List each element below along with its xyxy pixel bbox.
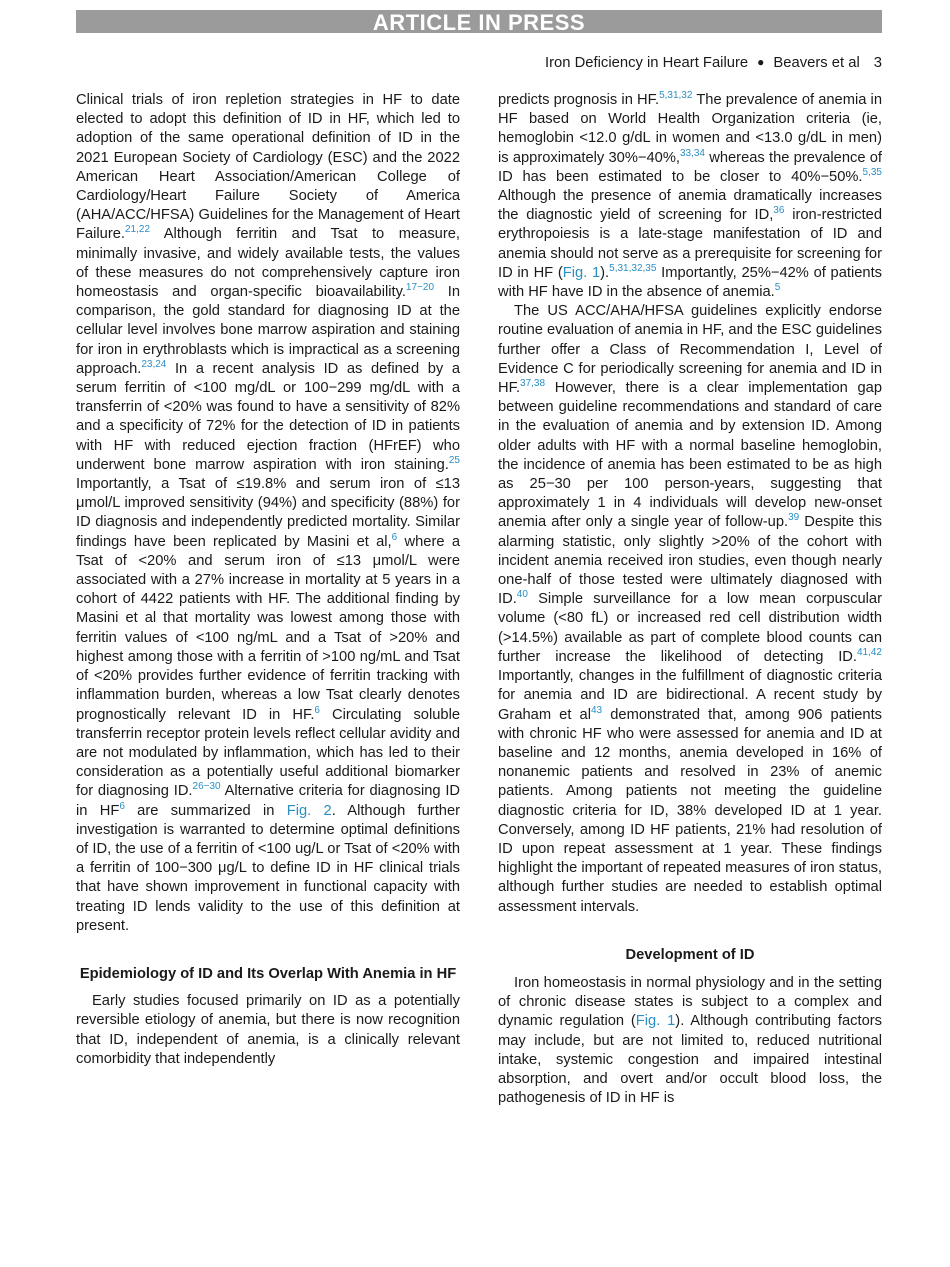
- text-run: Simple surveillance for a low mean corpuscular volume (<80 fL) or increased red cell distribution width (>14.5%) available as part of complete blood counts can further increase the likelihood of detecting ID.: [498, 591, 882, 665]
- running-head: [450, 53, 882, 73]
- text-run: Although ferritin and Tsat to measure, minimally invasive, and widely available tests, the values of these measures do not comprehensively capture iron homeostasis and organ-specific bioavailability.: [76, 226, 460, 301]
- bullet-separator: ●: [757, 55, 765, 69]
- journal-title: Iron Deficiency in Heart Failure: [545, 55, 749, 71]
- citation-link[interactable]: 26−30: [192, 781, 221, 793]
- text-run: Importantly, changes in the fulfillment of diagnostic criteria for anemia and ID are bidirectional. A recent study by Graham et al: [498, 668, 882, 723]
- page-number: 3: [873, 55, 882, 71]
- text-run: Despite this alarming statistic, only slightly >20% of the cohort with incident anemia received iron studies, even though nearly one-half of those tested were ultimately diagnosed with ID.: [498, 514, 882, 608]
- text-run: In comparison, the gold standard for diagnosing ID at the cellular level involves bone marrow aspiration and staining for iron in erythroblasts which is impractical as a screening approach.: [76, 284, 460, 377]
- body-paragraph: Early studies focused primarily on ID as a potentially reversible etiology of anemia, but there is now recognition that ID, independent of anemia, is a clinically relevant comorbidity that independently: [76, 993, 460, 1067]
- citation-link[interactable]: 36: [773, 205, 785, 217]
- citation-link[interactable]: 6: [391, 531, 398, 543]
- body-paragraph: [76, 91, 460, 936]
- citation-link[interactable]: 43: [591, 704, 603, 716]
- citation-link[interactable]: 17−20: [405, 282, 435, 294]
- text-run: Importantly, a Tsat of ≤19.8% and serum iron of ≤13 μmol/L improved sensitivity (94%) and specificity (88%) for ID diagnosis and independently predicted mortality. Similar findings have been replicated by Masini et al,: [76, 476, 460, 550]
- citation-link[interactable]: 6: [314, 704, 320, 716]
- text-run: However, there is a clear implementation gap between guideline recommendations and standard of care in the evaluation of anemia and by extension ID. Among older adults with HF with a normal baseline hemoglobin, the incidence of anemia has been estimated to be as high as 25−30 per 100 person-years, suggesting that approximately 1 in 4 individuals will develop new-onset anemia after only a single year of follow-up.: [498, 380, 882, 531]
- text-run: ). Although contributing factors may include, but are not limited to, reduced nutritional intake, systemic congestion and impaired intestinal absorption, and overt and/or occult blood loss, the pathogenesis of ID in HF is: [498, 1013, 882, 1107]
- text-run: Importantly, 25%−42% of patients with HF have ID in the absence of anemia.: [498, 264, 882, 301]
- citation-link[interactable]: 5,31,32: [659, 90, 693, 102]
- citation-link[interactable]: 33,34: [679, 147, 705, 159]
- text-run: Iron homeostasis in normal physiology and in the setting of chronic disease states is subject to a complex and dynamic regulation (: [498, 974, 882, 1030]
- citation-link[interactable]: 6: [119, 800, 125, 812]
- citation-link[interactable]: 37,38: [520, 378, 546, 390]
- citation-link[interactable]: 5: [774, 282, 781, 294]
- article-in-press-banner: ARTICLE IN PRESS: [76, 10, 882, 33]
- text-run: In a recent analysis ID as defined by a serum ferritin of <100 mg/dL or 100−299 mg/dL with a transferrin of <20% was found to have a sensitivity of 82% and a specificity of 72% for the detection of ID in patients with HF with reduced ejection fraction (HFrEF) who underwent bone marrow aspiration with iron staining.: [76, 360, 460, 473]
- figure-link[interactable]: Fig. 2: [286, 802, 332, 819]
- citation-link[interactable]: 21,22: [124, 224, 151, 236]
- citation-link[interactable]: 40: [516, 589, 528, 601]
- body-paragraph: [498, 91, 882, 302]
- text-run: demonstrated that, among 906 patients with chronic HF who were assessed for anemia and ID at baseline and 12 months, anemia developed in 16% of nonanemic patients and resolved in 23% of anemic patients. Among patients not meeting the guideline diagnostic criteria for ID, 38% developed ID at 1 year. Conversely, among ID HF patients, 21% had resolution of ID upon repeat assessment at 1 year. These findings highlight the important of repeated measures of iron status, although further studies are needed to establish optimal assessment intervals.: [498, 706, 882, 915]
- citation-link[interactable]: 5,31,32,35: [609, 262, 657, 274]
- text-run: predicts prognosis in HF.: [498, 92, 660, 108]
- text-run: where a Tsat of <20% and serum iron of ≤13 μmol/L were associated with a 27% increase in mortality at 5 years in a cohort of 4422 patients with HF. The additional finding by Masini et al that mortality was lowest among those with ferritin values of <100 ng/mL and a Tsat of >20% and highest among those with a ferritin of >100 ng/mL and Tsat of <20% provides further evidence of ferritin tracking with inflammation burden, whereas a low Tsat clearly denotes prognostically relevant ID in HF.: [76, 533, 460, 723]
- text-run: are summarized in: [124, 802, 287, 819]
- author-line: Beavers et al: [773, 55, 860, 71]
- text-run: ).: [600, 264, 610, 281]
- figure-link[interactable]: Fig. 1: [562, 264, 601, 281]
- text-run: Although the presence of anemia dramatically increases the diagnostic yield of screening for ID,: [498, 188, 882, 224]
- body-paragraph: [498, 302, 882, 917]
- section-heading: Development of ID: [625, 946, 755, 963]
- right-column: [498, 91, 882, 1108]
- text-run: whereas the prevalence of ID has been estimated to be closer to 40%−50%.: [498, 149, 882, 185]
- citation-link[interactable]: 39: [788, 512, 800, 524]
- text-run: The US ACC/AHA/HFSA guidelines explicitly endorse routine evaluation of anemia in HF, and the ESC guidelines further offer a Class of Recommendation I, Level of Evidence C for periodically screening for anemia and ID in HF.: [498, 303, 882, 397]
- citation-link[interactable]: 23,24: [141, 358, 167, 370]
- text-run: . Although further investigation is warranted to determine optimal definitions of ID, the use of a ferritin of <100 ug/L or Tsat of <20% with a ferritin of 100−300 μg/L to define ID in HF clinical trials that have shown improvement in functional capacity with treating ID lends validity to the use of this definition at present.: [76, 802, 461, 934]
- section-heading: Epidemiology of ID and Its Overlap With Anemia in HF: [79, 965, 457, 982]
- citation-link[interactable]: 5,35: [862, 166, 882, 178]
- text-run: Circulating soluble transferrin receptor protein levels reflect cellular avidity and are not modulated by inflammation, which has led to their consideration as a potentially useful additional biomarker for diagnosing ID.: [76, 706, 460, 800]
- citation-link[interactable]: 41,42: [856, 647, 882, 658]
- citation-link[interactable]: 25: [448, 454, 460, 466]
- text-run: Clinical trials of iron repletion strategies in HF to date elected to adopt this definition of ID in HF, which led to adoption of the same operational definition of ID in the 2021 European Society of Cardiology (ESC) and the 2022 American Heart Association/American College of Cardiology/Heart Failure Society of America (AHA/ACC/HFSA) Guidelines for the Management of Heart Failure.: [76, 92, 460, 243]
- text-run: The prevalence of anemia in HF based on World Health Organization criteria (ie, hemoglobin <12.0 g/dL in women and <13.0 g/dL in men) is approximately 30%−40%,: [498, 92, 882, 166]
- left-column: [76, 91, 460, 1069]
- figure-link[interactable]: Fig. 1: [635, 1013, 676, 1030]
- text-run: Alternative criteria for diagnosing ID in HF: [76, 783, 461, 819]
- text-run: iron-restricted erythropoiesis is a late-stage manifestation of ID and anemia should not serve as a prerequisite for screening for ID in HF (: [498, 207, 882, 281]
- body-paragraph: [498, 974, 882, 1108]
